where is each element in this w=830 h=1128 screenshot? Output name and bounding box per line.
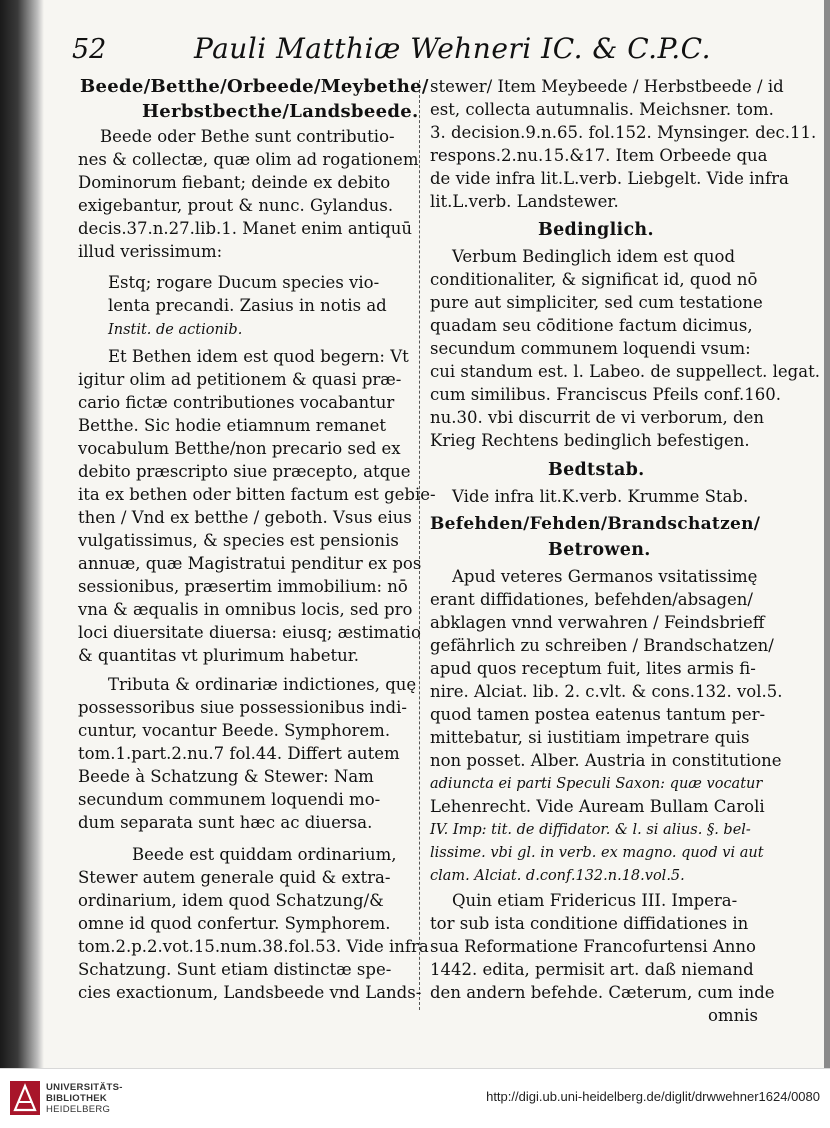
text-line: conditionaliter, & significat id, quod nō: [430, 270, 758, 289]
citation-line: clam. Alciat. d.conf.132.n.18.vol.5.: [430, 868, 685, 884]
text-line: Stewer autem generale quid & extra-: [78, 868, 391, 887]
text-line: tom.1.part.2.nu.7 fol.44. Differt autem: [78, 744, 400, 763]
text-line: stewer/ Item Meybeede / Herbstbeede / id: [430, 77, 784, 96]
text-line: erant diffidationes, befehden/absagen/: [430, 590, 753, 609]
text-line: Vide infra lit.K.verb. Krumme Stab.: [452, 487, 749, 506]
text-line: annuæ, quæ Magistratui penditur ex pos: [78, 554, 422, 573]
text-line: pure aut simpliciter, sed cum testatione: [430, 293, 763, 312]
citation-line: Instit. de actionib.: [108, 322, 243, 338]
text-line: tor sub ista conditione diffidationes in: [430, 914, 749, 933]
text-line: gefährlich zu schreiben / Brandschatzen/: [430, 636, 774, 655]
text-line: abklagen vnnd verwahren / Feindsbrieff: [430, 613, 765, 632]
text-line: Krieg Rechtens bedinglich befestigen.: [430, 431, 750, 450]
entry-heading-bedtstab: Bedtstab.: [548, 460, 645, 480]
viewer-footer: [0, 1068, 830, 1128]
text-line: quod tamen postea eatenus tantum per-: [430, 705, 766, 724]
left-column: [78, 76, 436, 1066]
text-line: igitur olim ad petitionem & quasi præ-: [78, 370, 402, 389]
text-line: 1442. edita, permisit art. daß niemand: [430, 960, 754, 979]
page-number: 52: [72, 34, 107, 65]
text-line: Lehenrecht. Vide Auream Bullam Caroli: [430, 797, 765, 816]
text-line: est, collecta autumnalis. Meichsner. tom.: [430, 100, 774, 119]
citation-line: IV. Imp: tit. de diffidator. & l. si alius. §. bel-: [430, 822, 751, 838]
text-line: nire. Alciat. lib. 2. c.vlt. & cons.132. vol.5.: [430, 682, 783, 701]
text-line: cario fictæ contributiones vocabantur: [78, 393, 395, 412]
text-line: Schatzung. Sunt etiam distinctæ spe-: [78, 960, 392, 979]
text-line: non posset. Alber. Austria in constitutione: [430, 751, 782, 770]
entry-heading-bedinglich: Bedinglich.: [538, 220, 654, 240]
text-line: Dominorum fiebant; deinde ex debito: [78, 173, 391, 192]
permalink-url[interactable]: http://digi.ub.uni-heidelberg.de/diglit/drwwehner1624/0080: [486, 1089, 820, 1104]
text-line: nes & collectæ, quæ olim ad rogationem: [78, 150, 419, 169]
library-name-line: UNIVERSITÄTS-: [46, 1082, 123, 1093]
text-line: debito præscripto siue præcepto, atque: [78, 462, 411, 481]
text-line: Beede à Schatzung & Stewer: Nam: [78, 767, 374, 786]
text-line: nu.30. vbi discurrit de vi verborum, den: [430, 408, 764, 427]
text-line: cuntur, vocantur Beede. Symphorem.: [78, 721, 391, 740]
entry-heading-beede-1: Beede/Betthe/Orbeede/Meybethe/: [80, 76, 429, 97]
running-head: [72, 30, 812, 74]
text-line: Et Bethen idem est quod begern: Vt: [108, 347, 409, 366]
verse-line: Estq; rogare Ducum species vio-: [108, 273, 380, 292]
verse-line: lenta precandi. Zasius in notis ad: [108, 296, 387, 315]
text-line: lit.L.verb. Landstewer.: [430, 192, 619, 211]
text-line: exigebantur, prout & nunc. Gylandus.: [78, 196, 394, 215]
university-library-logo-icon[interactable]: [10, 1081, 40, 1115]
column-divider: [419, 80, 421, 1010]
text-line: secundum communem loquendi vsum:: [430, 339, 751, 358]
text-line: Beede est quiddam ordinarium,: [132, 845, 397, 864]
text-line: cui standum est. l. Labeo. de suppellect. legat.: [430, 362, 820, 381]
entry-heading-beede-2: Herbstbecthe/Landsbeede.: [142, 101, 419, 122]
text-line: Tributa & ordinariæ indictiones, quę: [108, 675, 417, 694]
text-line: vulgatissimus, & species est pensionis: [78, 531, 399, 550]
text-line: cum similibus. Franciscus Pfeils conf.160.: [430, 385, 782, 404]
text-line: sessionibus, præsertim immobilium: nō: [78, 577, 408, 596]
text-line: Quin etiam Fridericus III. Impera-: [452, 891, 738, 910]
text-line: cies exactionum, Landsbeede vnd Lands-: [78, 983, 422, 1002]
text-line: tom.2.p.2.vot.15.num.38.fol.53. Vide infra: [78, 937, 429, 956]
library-name-line: BIBLIOTHEK: [46, 1093, 108, 1104]
text-line: secundum communem loquendi mo-: [78, 790, 381, 809]
text-line: quadam seu cōditione factum dicimus,: [430, 316, 753, 335]
text-line: Verbum Bedinglich idem est quod: [452, 247, 736, 266]
text-line: respons.2.nu.15.&17. Item Orbeede qua: [430, 146, 768, 165]
running-head-title: Pauli Matthiæ Wehneri IC. & C.P.C.: [194, 32, 711, 65]
entry-heading-befehden-2: Betrowen.: [548, 540, 651, 560]
text-line: apud quos receptum fuit, lites armis fi-: [430, 659, 756, 678]
catchword: omnis: [708, 1006, 758, 1025]
text-line: de vide infra lit.L.verb. Liebgelt. Vide infra: [430, 169, 789, 188]
book-gutter-shadow: [0, 0, 44, 1068]
text-line: illud verissimum:: [78, 242, 223, 261]
text-line: vna & æqualis in omnibus locis, sed pro: [78, 600, 413, 619]
text-line: Betthe. Sic hodie etiamnum remanet: [78, 416, 386, 435]
library-name-line: HEIDELBERG: [46, 1104, 111, 1115]
text-line: Beede oder Bethe sunt contributio-: [100, 127, 395, 146]
text-line: omne id quod confertur. Symphorem.: [78, 914, 391, 933]
page-edge: [824, 0, 830, 1068]
text-line: possessoribus siue possessionibus indi-: [78, 698, 407, 717]
text-line: mittebatur, si iustitiam impetrare quis: [430, 728, 750, 747]
text-line: loci diuersitate diuersa: eiusq; æstimatio: [78, 623, 421, 642]
text-line: & quantitas vt plurimum habetur.: [78, 646, 360, 665]
text-line: decis.37.n.27.lib.1. Manet enim antiquū: [78, 219, 413, 238]
text-line: den andern befehde. Cæterum, cum inde: [430, 983, 775, 1002]
right-column: [430, 76, 820, 1066]
text-line: dum separata sunt hæc ac diuersa.: [78, 813, 373, 832]
text-line: Apud veteres Germanos vsitatissimę: [452, 567, 758, 586]
text-line: ordinarium, idem quod Schatzung/&: [78, 891, 384, 910]
library-name[interactable]: [46, 1082, 123, 1115]
text-line: sua Reformatione Francofurtensi Anno: [430, 937, 756, 956]
text-line: ita ex bethen oder bitten factum est gebie-: [78, 485, 436, 504]
text-line: 3. decision.9.n.65. fol.152. Mynsinger. dec.11.: [430, 123, 817, 142]
citation-line: adiuncta ei parti Speculi Saxon: quæ vocatur: [430, 776, 763, 792]
text-line: vocabulum Betthe/non precario sed ex: [78, 439, 401, 458]
entry-heading-befehden-1: Befehden/Fehden/Brandschatzen/: [430, 514, 761, 534]
citation-line: lissime. vbi gl. in verb. ex magno. quod vi aut: [430, 845, 764, 861]
text-line: then / Vnd ex betthe / geboth. Vsus eius: [78, 508, 412, 527]
